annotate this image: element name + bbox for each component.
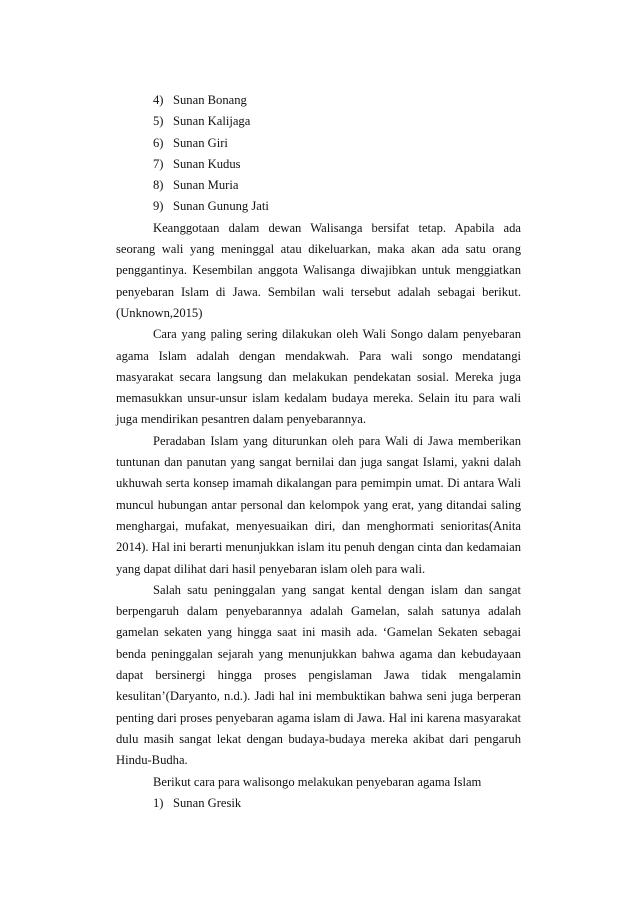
list-text: Sunan Kudus <box>173 156 241 171</box>
list-item <box>116 793 521 814</box>
list-number: 6) <box>153 135 164 150</box>
list-text: Sunan Bonang <box>173 93 247 107</box>
list-text: Sunan Muria <box>173 178 239 193</box>
list-text: Sunan Gresik <box>173 795 242 810</box>
list-text: Sunan Gunung Jati <box>173 199 269 214</box>
list-item <box>116 175 521 196</box>
list-item <box>116 90 521 111</box>
text-block <box>116 90 521 814</box>
list-number: 7) <box>153 156 164 171</box>
paragraph: Cara yang paling sering dilakukan oleh Wali Songo dalam penyebaran agama Islam adalah dengan mendakwah. Para wali songo mendatangi masyarakat secara langsung dan melakukan pendekatan sosial. Mereka juga memasukkan unsur-unsur islam kedalam budaya mereka. Selain itu para wali juga mendirikan pesantren dalam penyebarannya. <box>116 327 521 427</box>
list-number: 1) <box>153 795 164 810</box>
list-number: 4) <box>153 93 164 107</box>
list-item <box>116 196 521 217</box>
list-number: 8) <box>153 178 164 193</box>
list-text: Sunan Giri <box>173 135 228 150</box>
list-text: Sunan Kalijaga <box>173 114 251 129</box>
paragraph: Peradaban Islam yang diturunkan oleh para Wali di Jawa memberikan tuntunan dan panutan yang sangat bernilai dan juga sangat Islami, yakni dalah ukhuwah serta konsep imamah dikalangan para pemimpin umat. Di antara Wali muncul hubungan antar personal dan kelompok yang erat, yang ditandai saling menghargai, mufakat, menyesuaikan diri, dan menghormati senioritas(Anita 2014). Hal ini berarti menunjukkan islam itu penuh dengan cinta dan kedamaian yang dapat dilihat dari hasil penyebaran islam oleh para wali. <box>116 433 521 576</box>
paragraph: Berikut cara para walisongo melakukan penyebaran agama Islam <box>153 774 482 789</box>
paragraph: Salah satu peninggalan yang sangat kental dengan islam dan sangat berpengaruh dalam penyebarannya adalah Gamelan, salah satunya adalah gamelan sekaten yang hingga saat ini masih ada. ‘Gamelan Sekaten sebagai benda peninggalan sejarah yang menunjukkan bahwa agama dan kebudayaan dapat bersinergi hingga proses pengislaman Jawa tidak mengalamin kesulitan’(Daryanto, n.d.). Jadi hal ini membuktikan bahwa seni juga berperan penting dari proses penyebaran agama islam di Jawa. Hal ini karena masyarakat dulu masih sangat lekat dengan budaya-budaya mereka akibat dari pengaruh Hindu-Budha. <box>116 582 521 768</box>
list-item <box>116 133 521 154</box>
paragraph: Keanggotaan dalam dewan Walisanga bersifat tetap. Apabila ada seorang wali yang meninggal atau dikeluarkan, maka akan ada satu orang penggantinya. Kesembilan anggota Walisanga diwajibkan untuk menggiatkan penyebaran Islam di Jawa. Sembilan wali tersebut adalah sebagai berikut.(Unknown,2015) <box>116 220 521 320</box>
list-number: 9) <box>153 199 164 214</box>
list-number: 5) <box>153 114 164 129</box>
list-item <box>116 111 521 132</box>
list-item <box>116 154 521 175</box>
